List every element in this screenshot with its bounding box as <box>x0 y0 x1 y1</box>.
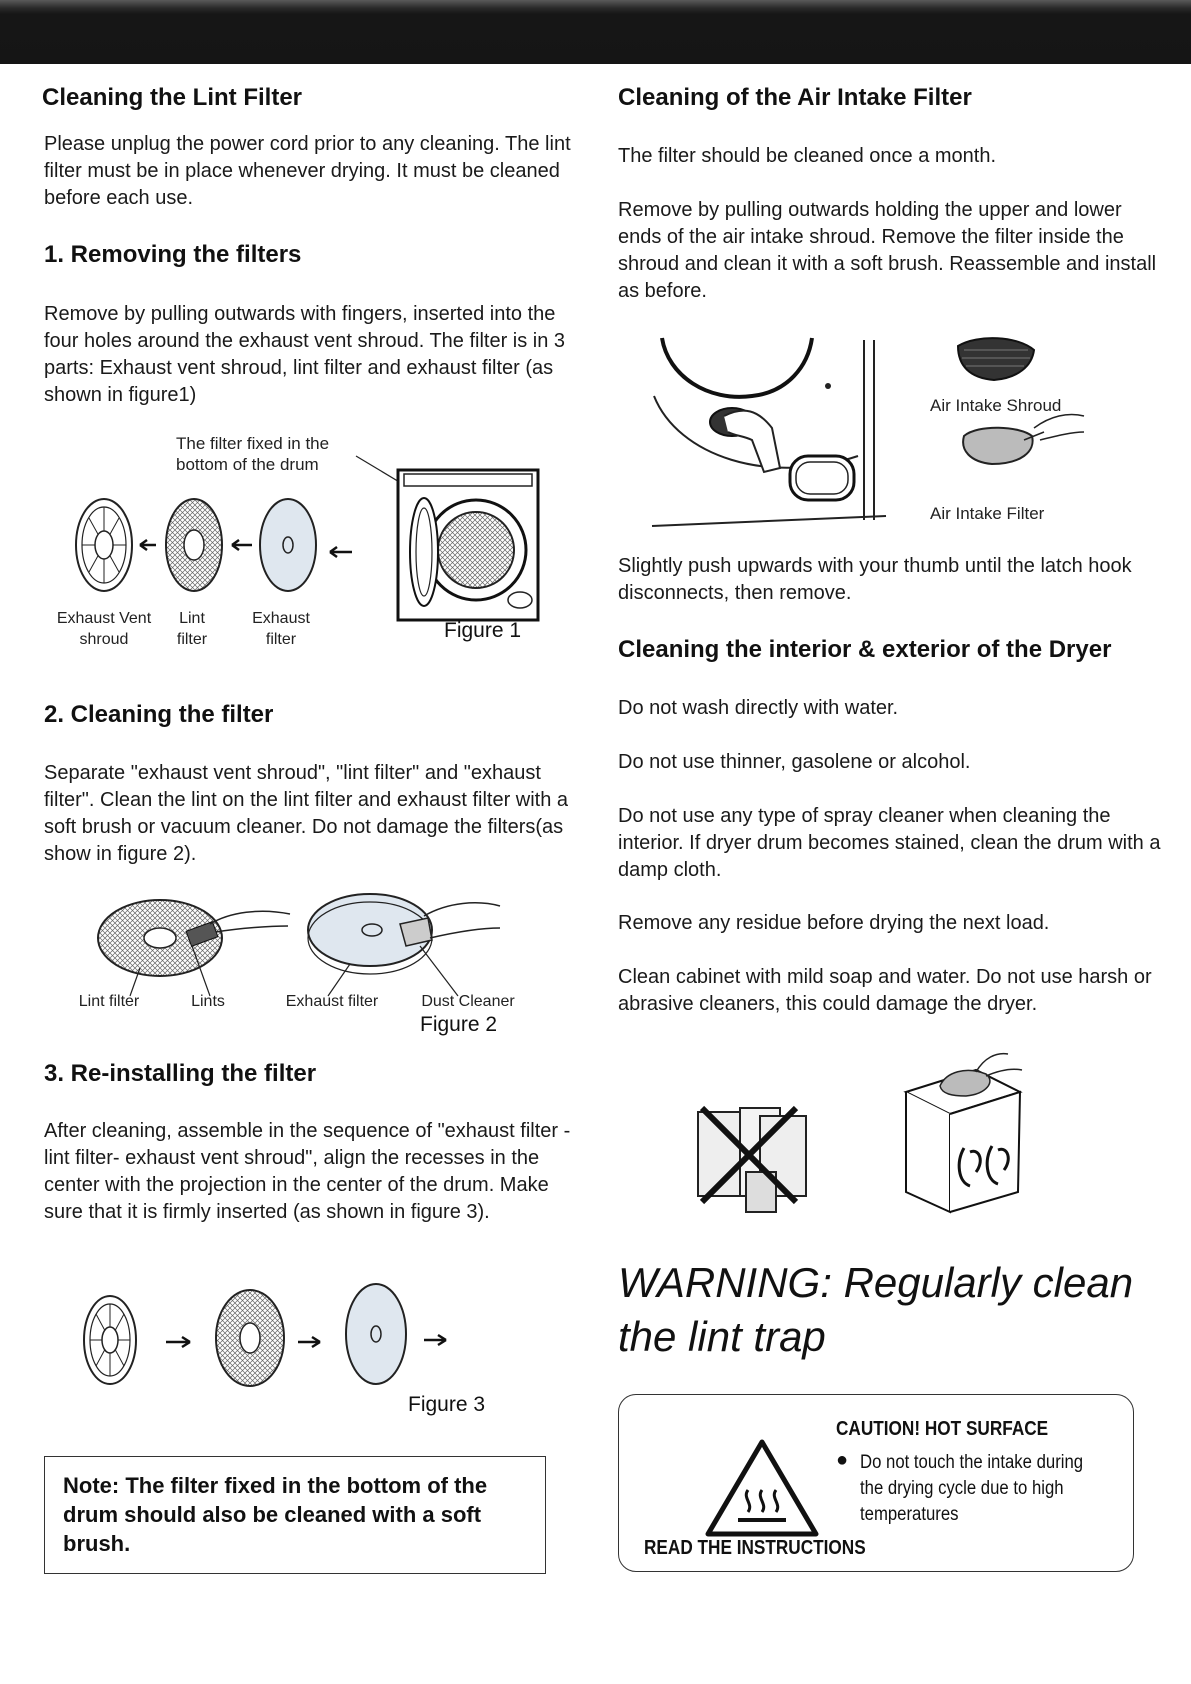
no-solvents-drawing <box>698 1108 806 1212</box>
figure-1-label: Figure 1 <box>444 619 522 642</box>
fig3-lint-filter-drawing <box>216 1290 284 1386</box>
no-thinner-text: Do not use thinner, gasolene or alcohol. <box>618 751 971 773</box>
fig3-exhaust-filter-drawing <box>346 1284 406 1384</box>
read-instructions-label: READ THE INSTRUCTIONS <box>644 1537 866 1559</box>
figure-3-illustration <box>80 1278 460 1388</box>
fig2-caption-dust-cleaner: Dust Cleaner <box>421 993 515 1010</box>
clean-cabinet-text: Clean cabinet with mild soap and water. Do not use harsh or abrasive cleaners, this could damage the dryer. <box>618 966 1152 1015</box>
fig1-caption-exhaust-filter: Exhaust filter <box>252 610 310 648</box>
removing-filters-title: 1. Removing the filters <box>44 241 302 268</box>
cleaning-filter-text: Separate "exhaust vent shroud", "lint filter" and "exhaust filter". Clean the lint on the lint filter and exhaust filter with a soft brush or vacuum cleaner. Do not damage the filters(as show in figure 2). <box>44 762 569 865</box>
remove-residue-text: Remove any residue before drying the next load. <box>618 912 1050 934</box>
exhaust-vent-shroud-drawing <box>76 499 132 591</box>
removing-filters-text: Remove by pulling outwards with fingers, inserted into the four holes around the exhaust vent shroud. The filter is in 3 parts: Exhaust vent shroud, lint filter and exhaust filter (as shown in figure1) <box>44 303 566 406</box>
fig2-caption-exhaust-filter: Exhaust filter <box>285 993 379 1010</box>
dryer-drawing <box>398 470 538 620</box>
fig2-caption-lint-filter: Lint filter <box>78 993 140 1010</box>
cleaning-illustration <box>696 1052 1036 1212</box>
note-box: Note: The filter fixed in the bottom of the drum should also be cleaned with a soft brush. <box>44 1456 546 1574</box>
interior-exterior-title: Cleaning the interior & exterior of the Dryer <box>618 636 1112 663</box>
air-intake-title: Cleaning of the Air Intake Filter <box>618 84 972 111</box>
figure-2-label: Figure 2 <box>420 1013 498 1036</box>
air-intake-filter-drawing <box>963 415 1084 465</box>
fig1-caption-vent-shroud: Exhaust Vent shroud <box>56 610 152 648</box>
latch-instruction-text: Slightly push upwards with your thumb until the latch hook disconnects, then remove. <box>618 555 1132 604</box>
fig2-caption-lints: Lints <box>191 993 225 1010</box>
exhaust-filter-drawing <box>260 499 316 591</box>
reinstalling-filter-title: 3. Re-installing the filter <box>44 1060 317 1087</box>
lint-filter-intro: Please unplug the power cord prior to any cleaning. The lint filter must be in place whenever drying. It must be cleaned before each use. <box>44 133 571 209</box>
caution-text: Do not touch the intake during the drying cycle due to high temperatures <box>860 1452 1084 1525</box>
wiping-cabinet-drawing <box>906 1054 1022 1212</box>
fig1-callout: The filter fixed in the bottom of the drum <box>176 434 330 474</box>
no-spray-cleaner-text: Do not use any type of spray cleaner when cleaning the interior. If dryer drum becomes stained, clean the drum with a damp cloth. <box>618 805 1161 881</box>
header-bar <box>0 0 1191 64</box>
no-water-text: Do not wash directly with water. <box>618 697 899 719</box>
caption-air-intake-filter: Air Intake Filter <box>930 504 1045 523</box>
caution-title: CAUTION! HOT SURFACE <box>836 1418 1049 1440</box>
air-intake-shroud-drawing <box>958 338 1034 380</box>
fig1-caption-lint-filter: Lint filter <box>176 610 208 648</box>
lint-filter-brush-drawing <box>98 900 290 976</box>
warning-text: WARNING: Regularly clean the lint trap <box>618 1259 1134 1360</box>
reinstalling-filter-text: After cleaning, assemble in the sequence of "exhaust filter - lint filter- exhaust vent shroud", align the recesses in the center with the projection in the center of the drum. Make sure that it is firmly inserted (as shown in figure 3). <box>44 1120 571 1223</box>
lint-filter-title: Cleaning the Lint Filter <box>42 84 303 111</box>
exhaust-filter-cloth-drawing <box>308 894 500 974</box>
lint-filter-drawing <box>166 499 222 591</box>
caption-air-intake-shroud: Air Intake Shroud <box>930 396 1062 415</box>
cleaning-filter-title: 2. Cleaning the filter <box>44 701 274 728</box>
figure-3-label: Figure 3 <box>408 1393 486 1416</box>
bullet-icon: ● <box>836 1449 849 1471</box>
air-intake-frequency: The filter should be cleaned once a month. <box>618 145 997 167</box>
figure-2-illustration <box>60 888 530 998</box>
dryer-drum-with-hand-drawing <box>652 338 886 526</box>
hot-surface-warning-icon <box>704 1438 820 1538</box>
fig3-vent-shroud-drawing <box>84 1296 136 1384</box>
air-intake-removal-text: Remove by pulling outwards holding the upper and lower ends of the air intake shroud. Remove the filter inside the shroud and clean it with a soft brush. Reassemble and install as before. <box>618 199 1157 302</box>
